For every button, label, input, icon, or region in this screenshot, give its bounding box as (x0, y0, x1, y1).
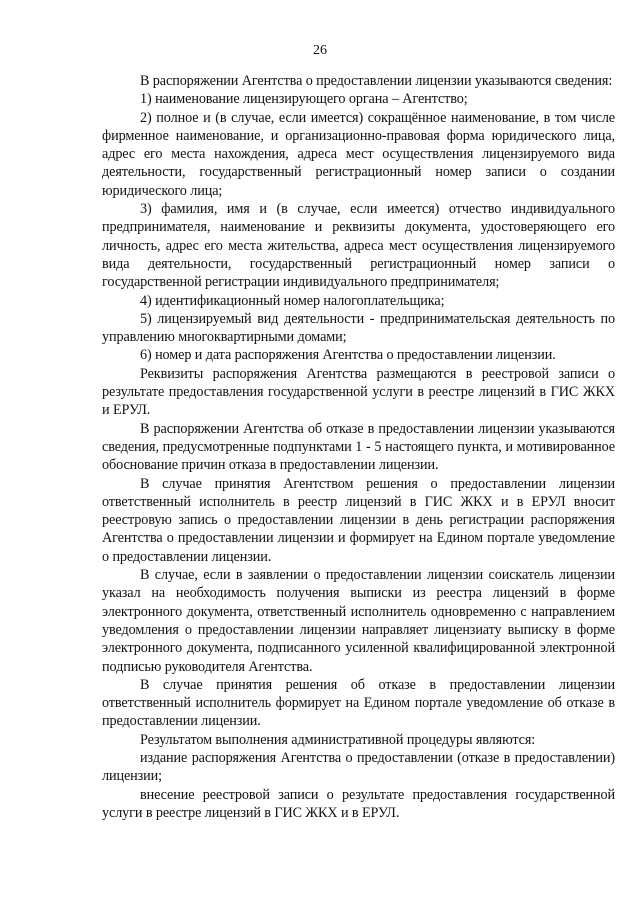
document-body (102, 72, 615, 822)
paragraph-refusal-decree: В распоряжении Агентства об отказе в предоставлении лицензии указываются сведения, предусмотренные подпунктами 1 - 5 настоящего пункта, и мотивированное обоснование причин отказа в предоставлении лицензии. (102, 420, 615, 474)
list-item-4: 4) идентификационный номер налогоплательщика; (140, 292, 445, 309)
paragraph-registry-extract: В случае, если в заявлении о предоставлении лицензии соискатель лицензии указал на необходимость получения выписки из реестра лицензий в форме электронного документа, ответственный исполнитель одновременно с направлением уведомления о предоставлении лицензии направляет лицензиату выписку в форме электронного документа, подписанного усиленной квалифицированной электронной подписью руководителя Агентства. (102, 567, 615, 675)
list-item-6: 6) номер и дата распоряжения Агентства о предоставлении лицензии. (140, 347, 556, 364)
list-item-1: 1) наименование лицензирующего органа – Агентство; (140, 91, 468, 108)
result-item-decree: издание распоряжения Агентства о предоставлении (отказе в предоставлении) лицензии; (102, 749, 615, 785)
paragraph-refusal-decision: В случае принятия решения об отказе в предоставлении лицензии ответственный исполнитель формирует на Едином портале уведомление об отказе в предоставлении лицензии. (102, 676, 615, 730)
paragraph-decree-contents-intro: В распоряжении Агентства о предоставлении лицензии указываются сведения: (140, 73, 613, 89)
list-item-3: 3) фамилия, имя и (в случае, если имеется) отчество индивидуального предпринимателя, наименование и реквизиты документа, удостоверяющего его личность, адрес его места жительства, адреса мест осуществления лицензируемого вида деятельности, государственный регистрационный номер записи о государственной регистрации индивидуального предпринимателя; (102, 201, 615, 291)
page-number: 26 (313, 43, 327, 58)
list-item-5: 5) лицензируемый вид деятельности - предпринимательская деятельность по управлению многоквартирными домами; (102, 310, 615, 346)
result-item-registry-entry: внесение реестровой записи о результате предоставления государственной услуги в реестре лицензий в ГИС ЖКХ и в ЕРУЛ. (102, 786, 615, 821)
paragraph-grant-decision: В случае принятия Агентством решения о предоставлении лицензии ответственный исполнитель в реестр лицензий в ГИС ЖКХ и в ЕРУЛ вносит реестровую запись о предоставлении лицензии в день регистрации распоряжения Агентства о предоставлении лицензии и формирует на Едином портале уведомление о предоставлении лицензии. (102, 475, 615, 565)
paragraph-results-intro: Результатом выполнения административной процедуры являются: (140, 731, 536, 748)
list-item-2: 2) полное и (в случае, если имеется) сокращённое наименование, в том числе фирменное наименование, и организационно-правовая форма юридического лица, адрес его места нахождения, адреса мест осуществления лицензируемого вида деятельности, государственный регистрационный номер записи о создании юридического лица; (102, 109, 615, 199)
paragraph-decree-details: Реквизиты распоряжения Агентства размещаются в реестровой записи о результате предоставления государственной услуги в реестре лицензий в ГИС ЖКХ и ЕРУЛ. (102, 365, 615, 419)
